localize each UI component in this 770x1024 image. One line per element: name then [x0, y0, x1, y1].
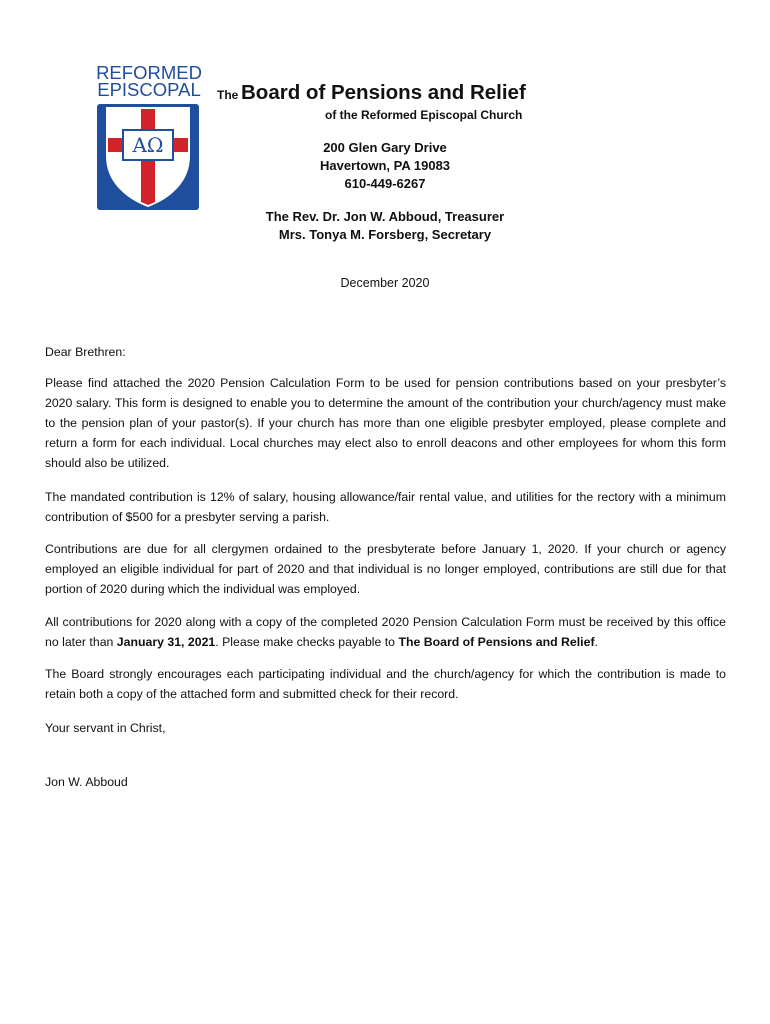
payee-name: The Board of Pensions and Relief	[398, 635, 595, 649]
alpha-omega-emblem: AΩ	[132, 133, 164, 157]
organization-title: Board of Pensions and Relief	[241, 81, 526, 104]
signature	[45, 772, 726, 792]
secretary-line: Mrs. Tonya M. Forsberg, Secretary	[278, 227, 492, 242]
paragraph-1-text: Please find attached the 2020 Pension Calculation Form to be used for pension contributions based on your presbyter’s 2020 salary. This form is designed to enable you to determine the amount of the contribution your church/agency must make to the pension plan of your pastor(s). If your church has more than one eligible presbyter employed, please complete and return a form for each individual. Local churches may elect also to enroll deacons and other employees for whom this form should also be utilized.	[45, 376, 726, 470]
logo-word-reformed: REFORMED	[96, 61, 202, 84]
closing-text: Your servant in Christ,	[45, 721, 166, 735]
paragraph-4-part-b: . Please make checks payable to	[215, 635, 399, 649]
shield-cross-icon	[97, 104, 199, 210]
logo-word-episcopal: EPISCOPAL	[97, 78, 201, 101]
paragraph-4-part-a: All contributions for 2020 along with a copy of the completed 2020 Pension Calculation Form must be received by this office no later than	[45, 615, 726, 649]
paragraph-4-part-c: .	[594, 635, 598, 649]
address-line-2: Havertown, PA 19083	[319, 158, 451, 173]
paragraph-3	[45, 539, 726, 599]
organization-subtitle: of the Reformed Episcopal Church	[325, 108, 523, 122]
paragraph-1	[45, 373, 726, 473]
address-line-1: 200 Glen Gary Drive	[323, 140, 447, 155]
paragraph-4	[45, 612, 726, 652]
reformed-episcopal-logo	[93, 61, 205, 157]
salutation	[45, 342, 726, 362]
letter-date: December 2020	[340, 276, 430, 290]
treasurer-line: The Rev. Dr. Jon W. Abboud, Treasurer	[265, 209, 505, 224]
paragraph-2-text: The mandated contribution is 12% of salary, housing allowance/fair rental value, and utilities for the rectory with a minimum contribution of $500 for a presbyter serving a parish.	[45, 490, 726, 524]
payment-deadline: January 31, 2021	[116, 635, 216, 649]
paragraph-3-text: Contributions are due for all clergymen ordained to the presbyterate before January 1, 2020. If your church or agency employed an eligible individual for part of 2020 and that individual is no longer employed, contributions are still due for that portion of 2020 during which the individual was employed.	[45, 542, 726, 596]
closing	[45, 718, 726, 738]
salutation-text: Dear Brethren:	[45, 345, 126, 359]
paragraph-5-text: The Board strongly encourages each participating individual and the church/agency for which the contribution is made to retain both a copy of the attached form and submitted check for their record.	[45, 667, 726, 701]
paragraph-2	[45, 487, 726, 527]
paragraph-4-text	[45, 612, 726, 652]
paragraph-5	[45, 664, 726, 704]
phone-number: 610-449-6267	[344, 176, 426, 191]
signature-text: Jon W. Abboud	[45, 775, 128, 789]
title-prefix: The	[217, 88, 239, 102]
